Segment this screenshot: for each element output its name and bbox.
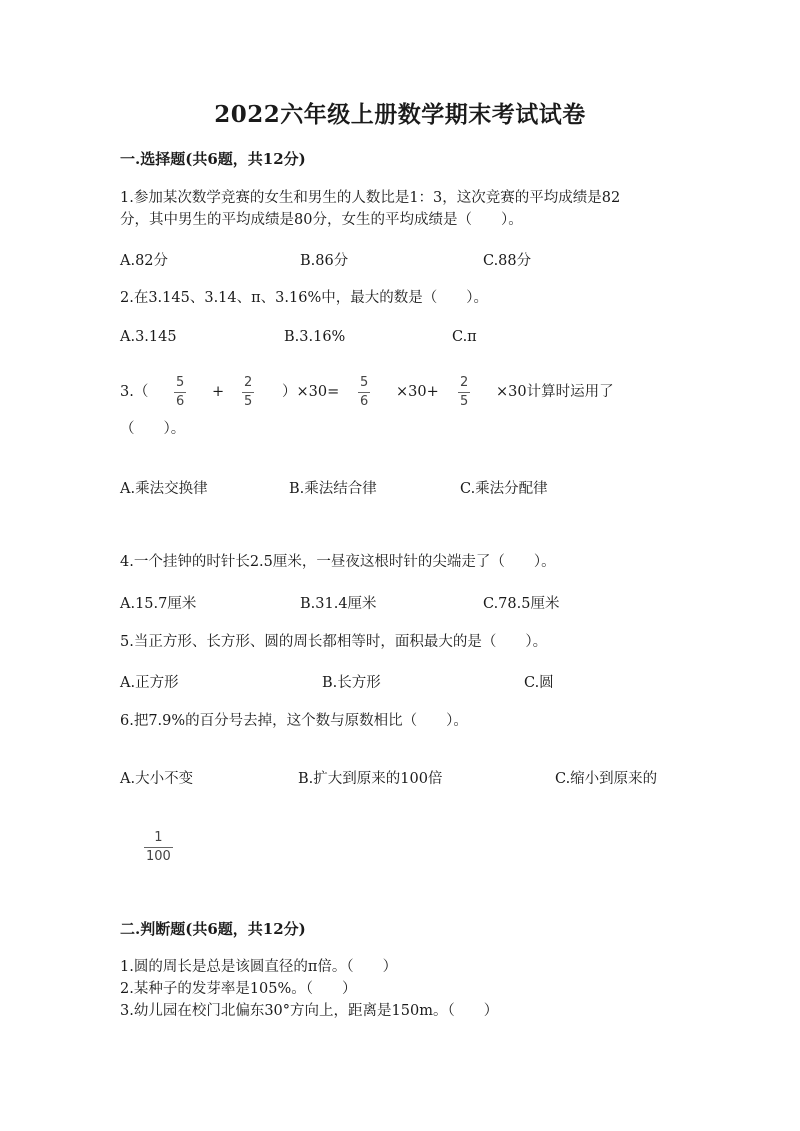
question-1-option-c: C.88分 bbox=[483, 253, 532, 269]
question-3-mid-1: ）×30= bbox=[282, 384, 340, 400]
question-3-option-c: C.乘法分配律 bbox=[460, 481, 548, 497]
question-6-option-c: C.缩小到原来的 bbox=[555, 771, 658, 787]
exam-title: 2022六年级上册数学期末考试试卷 bbox=[214, 101, 586, 128]
fraction-five-sixths bbox=[174, 375, 186, 410]
fraction-one-hundredth bbox=[144, 830, 173, 865]
fraction-denominator: 5 bbox=[460, 394, 469, 409]
question-4-text: 4.一个挂钟的时针长2.5厘米，一昼夜这根时针的尖端走了（ ）。 bbox=[120, 554, 556, 570]
question-4-option-a: A.15.7厘米 bbox=[120, 596, 197, 612]
question-5-option-b: B.长方形 bbox=[322, 675, 381, 691]
question-1-option-b: B.86分 bbox=[300, 253, 349, 269]
question-6-option-a: A.大小不变 bbox=[120, 771, 194, 787]
question-3-option-a: A.乘法交换律 bbox=[120, 481, 208, 497]
question-3-prefix: 3.（ bbox=[120, 384, 149, 400]
judgment-item-3: 3.幼儿园在校门北偏东30°方向上，距离是150m。（ ） bbox=[120, 1003, 499, 1019]
question-1-line-1: 1.参加某次数学竞赛的女生和男生的人数比是1：3，这次竞赛的平均成绩是82 bbox=[120, 190, 621, 206]
question-1-option-a: A.82分 bbox=[120, 253, 169, 269]
fraction-numerator: 5 bbox=[176, 375, 185, 390]
question-2-option-b: B.3.16% bbox=[284, 329, 346, 345]
fraction-denominator: 5 bbox=[244, 394, 253, 409]
section-1-heading: 一.选择题(共6题，共12分) bbox=[120, 150, 306, 168]
question-3-suffix: ×30计算时运用了 bbox=[496, 384, 614, 400]
fraction-bar bbox=[242, 392, 254, 393]
question-2-text: 2.在3.145、3.14、π、3.16%中，最大的数是（ ）。 bbox=[120, 290, 488, 306]
fraction-numerator: 5 bbox=[360, 375, 369, 390]
question-1-line-2: 分，其中男生的平均成绩是80分，女生的平均成绩是（ ）。 bbox=[120, 212, 523, 228]
question-5-text: 5.当正方形、长方形、圆的周长都相等时，面积最大的是（ ）。 bbox=[120, 634, 548, 650]
judgment-item-1: 1.圆的周长是总是该圆直径的π倍。（ ） bbox=[120, 959, 398, 975]
question-3-plus: + bbox=[212, 384, 225, 400]
question-6-text: 6.把7.9%的百分号去掉，这个数与原数相比（ ）。 bbox=[120, 713, 468, 729]
judgment-item-2: 2.某种子的发芽率是105%。（ ） bbox=[120, 981, 357, 997]
question-4-option-b: B.31.4厘米 bbox=[300, 596, 377, 612]
fraction-bar bbox=[174, 392, 186, 393]
fraction-bar bbox=[144, 847, 173, 848]
section-2-heading: 二.判断题(共6题，共12分) bbox=[120, 920, 306, 938]
question-5-option-c: C.圆 bbox=[524, 675, 554, 691]
question-2-option-c: C.π bbox=[452, 329, 477, 345]
question-5-option-a: A.正方形 bbox=[120, 675, 179, 691]
question-3-mid-2: ×30+ bbox=[396, 384, 439, 400]
fraction-bar bbox=[358, 392, 370, 393]
fraction-five-sixths bbox=[358, 375, 370, 410]
fraction-numerator: 1 bbox=[154, 830, 163, 845]
fraction-denominator: 6 bbox=[176, 394, 185, 409]
fraction-bar bbox=[458, 392, 470, 393]
fraction-numerator: 2 bbox=[244, 375, 253, 390]
fraction-numerator: 2 bbox=[460, 375, 469, 390]
question-2-option-a: A.3.145 bbox=[120, 329, 177, 345]
fraction-denominator: 6 bbox=[360, 394, 369, 409]
question-6-option-b: B.扩大到原来的100倍 bbox=[298, 771, 443, 787]
fraction-two-fifths bbox=[458, 375, 470, 410]
question-3-line-2: （ ）。 bbox=[120, 421, 186, 437]
fraction-denominator: 100 bbox=[146, 849, 171, 864]
question-3-option-b: B.乘法结合律 bbox=[289, 481, 377, 497]
fraction-two-fifths bbox=[242, 375, 254, 410]
question-4-option-c: C.78.5厘米 bbox=[483, 596, 560, 612]
